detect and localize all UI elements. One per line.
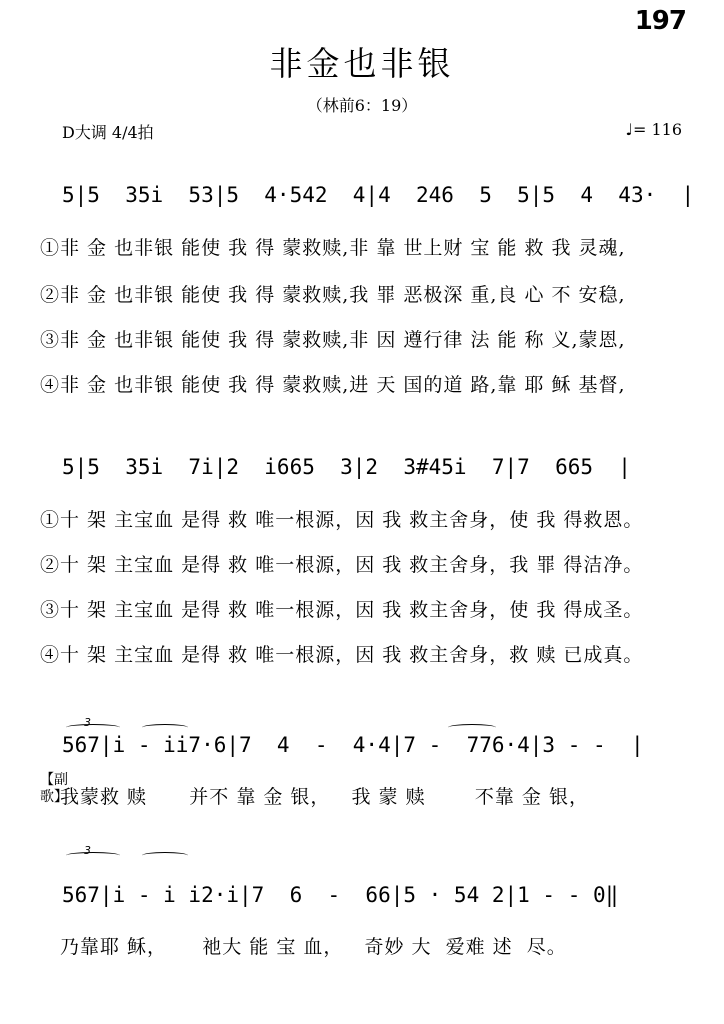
tie-1 [142,724,188,731]
triplet-mark-2: 3 [84,844,91,857]
notation-line-3: 567|i - ii7·6|7 4 - 4·4|7 - 776·4|3 - - | [62,733,644,757]
lyric-line-3-1: 我蒙救 赎 并不 靠 金 银， 我 蒙 赎 不靠 金 银， [60,786,589,808]
tie-2 [448,724,496,731]
triplet-bracket-1 [66,724,120,731]
refrain-tag: 【副歌】 [40,772,68,805]
lyric-line-2-1: ①十 架 主宝血 是得 救 唯一根源，因 我 救主舍身，使 我 得救恩。 [40,509,644,531]
tie-3 [142,852,188,859]
lyric-line-1-3: ③非 金 也非银 能使 我 得 蒙救赎,非 因 遵行律 法 能 称 义,蒙恩, [40,329,626,351]
song-title: 非金也非银 [269,44,455,83]
notation-line-4: 567|i - i i2·i|7 6 - 66|5 · 54 2|1 - - 0‖ [62,883,619,907]
tempo-marking: ♩= 116 [625,120,682,139]
lyric-line-1-1: ①非 金 也非银 能使 我 得 蒙救赎,非 靠 世上财 宝 能 救 我 灵魂, [40,237,626,259]
key-and-meter: D大调 4/4拍 [62,123,154,142]
notation-line-2: 5|5 35i 7i|2 i665 3|2 3#45i 7|7 665 | [62,455,631,479]
lyric-line-1-4: ④非 金 也非银 能使 我 得 蒙救赎,进 天 国的道 路,靠 耶 稣 基督, [40,374,626,396]
triplet-mark-1: 3 [84,716,91,729]
lyric-line-2-3: ③十 架 主宝血 是得 救 唯一根源，因 我 救主舍身，使 我 得成圣。 [40,599,644,621]
page-number: 197 [634,6,686,36]
lyric-line-2-4: ④十 架 主宝血 是得 救 唯一根源，因 我 救主舍身，救 赎 已成真。 [40,644,644,666]
scripture-reference: （林前6：19） [306,96,418,115]
lyric-line-1-2: ②非 金 也非银 能使 我 得 蒙救赎,我 罪 恶极深 重,良 心 不 安稳, [40,284,626,306]
triplet-bracket-2 [66,852,120,859]
lyric-line-4-1: 乃靠耶 稣， 祂大 能 宝 血， 奇妙 大 爱难 述 尽。 [60,936,567,958]
lyric-line-2-2: ②十 架 主宝血 是得 救 唯一根源，因 我 救主舍身，我 罪 得洁净。 [40,554,644,576]
notation-line-1: 5|5 35i 53|5 4·542 4|4 246 5 5|5 4 43· | [62,183,695,207]
